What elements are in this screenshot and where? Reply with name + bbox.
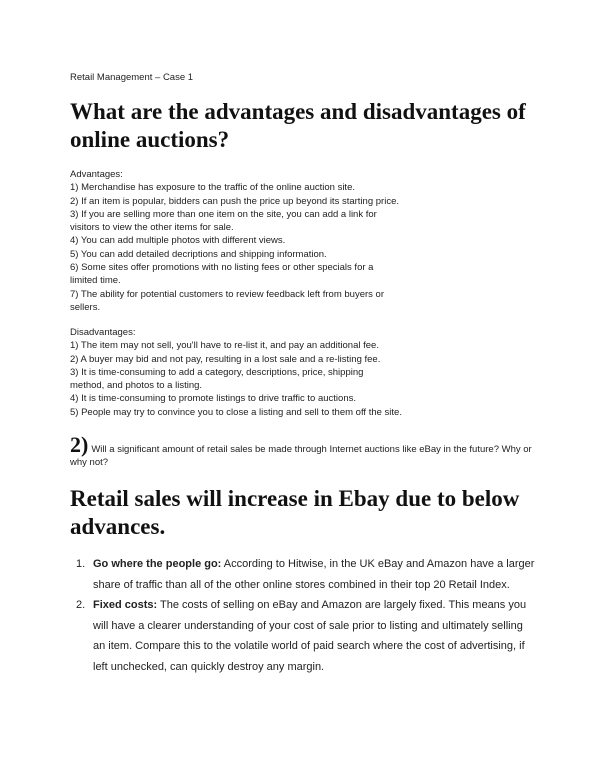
list-marker: 1. [76,558,86,570]
point-lead: Fixed costs: [93,599,158,611]
disadvantages-section [70,326,540,419]
reasons-list [70,554,536,677]
page-title: What are the advantages and disadvantages of online auctions? [70,99,526,152]
advantages-line: 4) You can add multiple photos with different views. [70,235,286,247]
advantages-line: 1) Merchandise has exposure to the traffic of the online auction site. [70,182,355,194]
question-number: 2) [70,432,89,457]
advantages-line: 2) If an item is popular, bidders can push the price up beyond its starting price. [70,195,399,207]
disadvantages-line: 3) It is time-consuming to add a category, descriptions, price, shipping [70,366,364,378]
advantages-section [70,168,540,314]
advantages-heading: Advantages: [70,169,123,180]
advantages-line: 7) The ability for potential customers to review feedback left from buyers or [70,288,384,300]
advantages-line: visitors to view the other items for sale. [70,222,234,234]
advantages-line: 5) You can add detailed decriptions and shipping information. [70,248,327,260]
disadvantages-line: 5) People may try to convince you to close a listing and sell to them off the site. [70,406,402,418]
point-text: The costs of selling on eBay and Amazon are largely fixed. This means you will have a clearer understanding of your cost of sale prior to listing and ultimately selling an item. Compare this to the volatile world of paid search where the cost of advertising, if left unchecked, can quickly destroy any margin. [93,599,527,673]
disadvantages-line: 2) A buyer may bid and not pay, resulting in a lost sale and a re-listing fee. [70,353,381,365]
question-text: Will a significant amount of retail sales be made through Internet auctions like eBay in the future? Why or why not? [70,444,532,469]
disadvantages-heading: Disadvantages: [70,327,136,338]
advantages-line: 3) If you are selling more than one item on the site, you can add a link for [70,208,377,220]
list-marker: 2. [76,599,86,611]
advantages-line: limited time. [70,275,121,287]
answer-title: Retail sales will increase in Ebay due to below advances. [70,486,520,539]
disadvantages-line: 4) It is time-consuming to promote listings to drive traffic to auctions. [70,393,356,405]
point-text: According to Hitwise, in the UK eBay and Amazon have a larger share of traffic than all of the other online stores combined in their top 20 Retail Index. [93,558,535,591]
list-item [70,595,536,677]
disadvantages-line: 1) The item may not sell, you'll have to re-list it, and pay an additional fee. [70,340,379,352]
question-2 [70,434,540,470]
advantages-line: 6) Some sites offer promotions with no listing fees or other specials for a [70,262,374,274]
point-lead: Go where the people go: [93,558,222,570]
disadvantages-line: method, and photos to a listing. [70,380,203,392]
list-item [70,554,536,595]
page-header: Retail Management – Case 1 [70,72,194,83]
advantages-line: sellers. [70,301,101,313]
